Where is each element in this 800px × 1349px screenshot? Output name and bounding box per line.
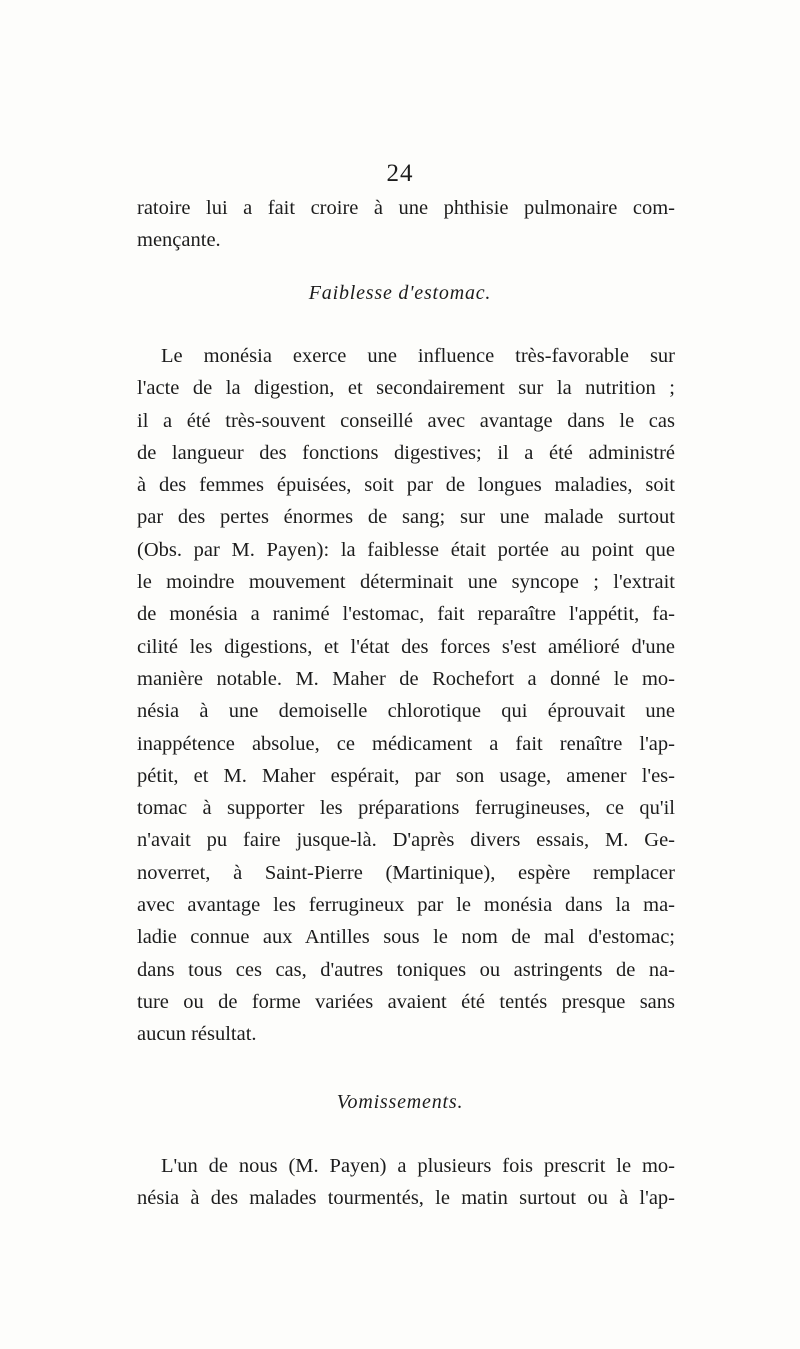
text-line: L'un de nous (M. Payen) a plusieurs fois prescrit le mo- [161,1155,675,1177]
paragraph-continuation [137,192,675,257]
text-line: pétit, et M. Maher espérait, par son usage, amener l'es- [137,764,675,787]
section-heading-vomissements: Vomissements. [336,1091,464,1113]
text-line: de langueur des fonctions digestives; il a été administré [137,441,675,464]
text-line: l'acte de la digestion, et secondairement sur la nutrition ; [137,377,675,400]
text-line: par des pertes énormes de sang; sur une malade surtout [137,506,675,529]
text-line: inappétence absolue, ce médicament a fait renaître l'ap- [137,732,675,755]
text-line: nésia à une demoiselle chlorotique qui éprouvait une [137,700,675,723]
text-line: avec avantage les ferrugineux par le monésia dans la ma- [137,894,675,917]
text-line: nésia à des malades tourmentés, le matin surtout ou à l'ap- [137,1187,675,1210]
text-line: il a été très-souvent conseillé avec avantage dans le cas [137,409,675,432]
paragraph-vomissements [137,1150,675,1215]
text-line: à des femmes épuisées, soit par de longues maladies, soit [137,474,675,497]
text-line: cilité les digestions, et l'état des forces s'est amélioré d'une [137,635,675,658]
text-line: (Obs. par M. Payen): la faiblesse était portée au point que [137,538,675,561]
text-line: n'avait pu faire jusque-là. D'après divers essais, M. Ge- [137,829,675,852]
page-number: 24 [386,160,414,187]
text-line: noverret, à Saint-Pierre (Martinique), espère remplacer [137,861,675,884]
text-line: le moindre mouvement déterminait une syncope ; l'extrait [137,571,675,594]
text-line: manière notable. M. Maher de Rochefort a donné le mo- [137,667,675,690]
text-line: Le monésia exerce une influence très-favorable sur [161,345,675,367]
text-line: ladie connue aux Antilles sous le nom de mal d'estomac; [137,926,675,949]
paragraph-faiblesse [137,340,675,1051]
text-line: ture ou de forme variées avaient été tentés presque sans [137,990,675,1013]
text-line: tomac à supporter les préparations ferrugineuses, ce qu'il [137,797,675,820]
text-line: dans tous ces cas, d'autres toniques ou astringents de na- [137,958,675,981]
text-line: mençante. [137,229,221,252]
text-line: de monésia a ranimé l'estomac, fait reparaître l'appétit, fa- [137,603,675,626]
text-line: aucun résultat. [137,1023,257,1046]
text-line: ratoire lui a fait croire à une phthisie pulmonaire com- [137,197,675,219]
section-heading-faiblesse: Faiblesse d'estomac. [308,282,492,304]
